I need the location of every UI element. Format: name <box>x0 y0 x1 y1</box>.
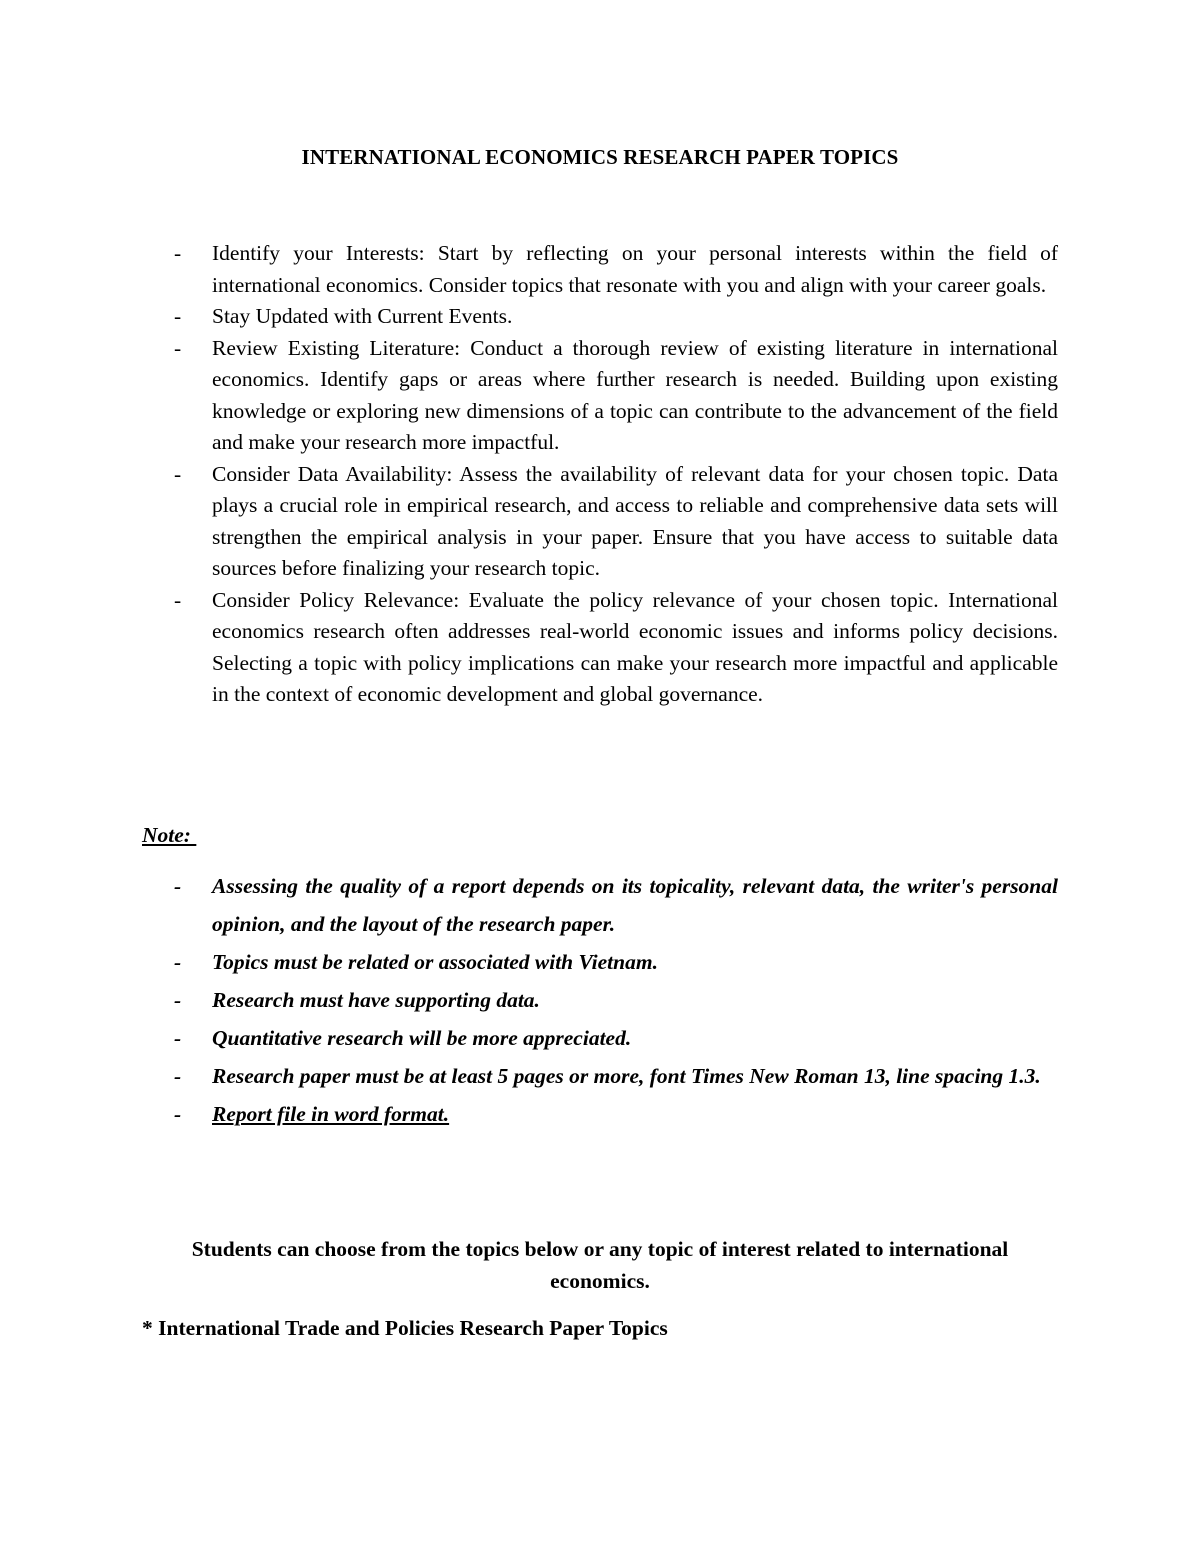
intro-item-text: Stay Updated with Current Events. <box>212 304 513 328</box>
note-item-length-format <box>0 1057 1058 1095</box>
topic-choice-statement: Students can choose from the topics below or any topic of interest related to international economics. <box>191 1237 1009 1293</box>
bullet-dash: - <box>174 587 182 612</box>
note-item-text: Assessing the quality of a report depends on its topicality, relevant data, the writer's personal opinion, and the layout of the research paper. <box>212 874 1058 936</box>
intro-item-policy-relevance <box>0 585 1058 711</box>
note-item-text: Quantitative research will be more appreciated. <box>212 1026 632 1050</box>
bullet-dash: - <box>174 1102 182 1126</box>
intro-item-text: Review Existing Literature: Conduct a thorough review of existing literature in international economics. Identify gaps or areas where further research is needed. Building upon existing knowledge or exploring new dimensions of a topic can contribute to the advancement of the field and make your research more impactful. <box>212 335 1058 454</box>
document-title: INTERNATIONAL ECONOMICS RESEARCH PAPER TOPICS <box>301 145 899 169</box>
bullet-dash: - <box>174 874 182 898</box>
bullet-dash: - <box>174 461 182 486</box>
note-item-quality <box>0 867 1058 943</box>
bullet-dash: - <box>174 241 182 265</box>
intro-item-text: Consider Policy Relevance: Evaluate the policy relevance of your chosen topic. International economics research often addresses real-world economic issues and informs policy decisions. Selecting a topic with policy implications can make your research more impactful and applicable in the context of economic development and global governance. <box>212 587 1058 706</box>
intro-bullet-list <box>0 238 1200 711</box>
intro-item-text: Consider Data Availability: Assess the availability of relevant data for your chosen topic. Data plays a crucial role in empirical research, and access to reliable and comprehensive data sets will strengthen the empirical analysis in your paper. Ensure that you have access to suitable data sources before finalizing your research topic. <box>212 461 1058 580</box>
bullet-dash: - <box>174 335 182 360</box>
note-bullet-list <box>0 867 1200 1133</box>
note-label: Note: <box>142 823 197 847</box>
note-item-supporting-data <box>0 981 1058 1019</box>
note-item-vietnam <box>0 943 1058 981</box>
bullet-dash: - <box>174 1064 182 1088</box>
section-heading-trade-policies: * International Trade and Policies Research Paper Topics <box>142 1316 668 1340</box>
intro-item-current-events <box>0 301 1058 333</box>
bullet-dash: - <box>174 950 182 974</box>
note-item-quantitative <box>0 1019 1058 1057</box>
bullet-dash: - <box>174 304 182 328</box>
bullet-dash: - <box>174 988 182 1012</box>
note-item-word-format <box>0 1095 1058 1133</box>
bullet-dash: - <box>174 1026 182 1050</box>
intro-item-text: Identify your Interests: Start by reflecting on your personal interests within the field of international economics. Consider topics that resonate with you and align with your career goals. <box>212 241 1058 297</box>
intro-item-literature <box>0 333 1058 459</box>
note-item-text: Report file in word format. <box>212 1102 450 1126</box>
note-item-text: Research must have supporting data. <box>212 988 540 1012</box>
note-item-text: Topics must be related or associated with Vietnam. <box>212 950 658 974</box>
intro-item-data-availability <box>0 459 1058 585</box>
note-item-text: Research paper must be at least 5 pages or more, font Times New Roman 13, line spacing 1.3. <box>212 1064 1041 1088</box>
intro-item-interests <box>0 238 1058 301</box>
